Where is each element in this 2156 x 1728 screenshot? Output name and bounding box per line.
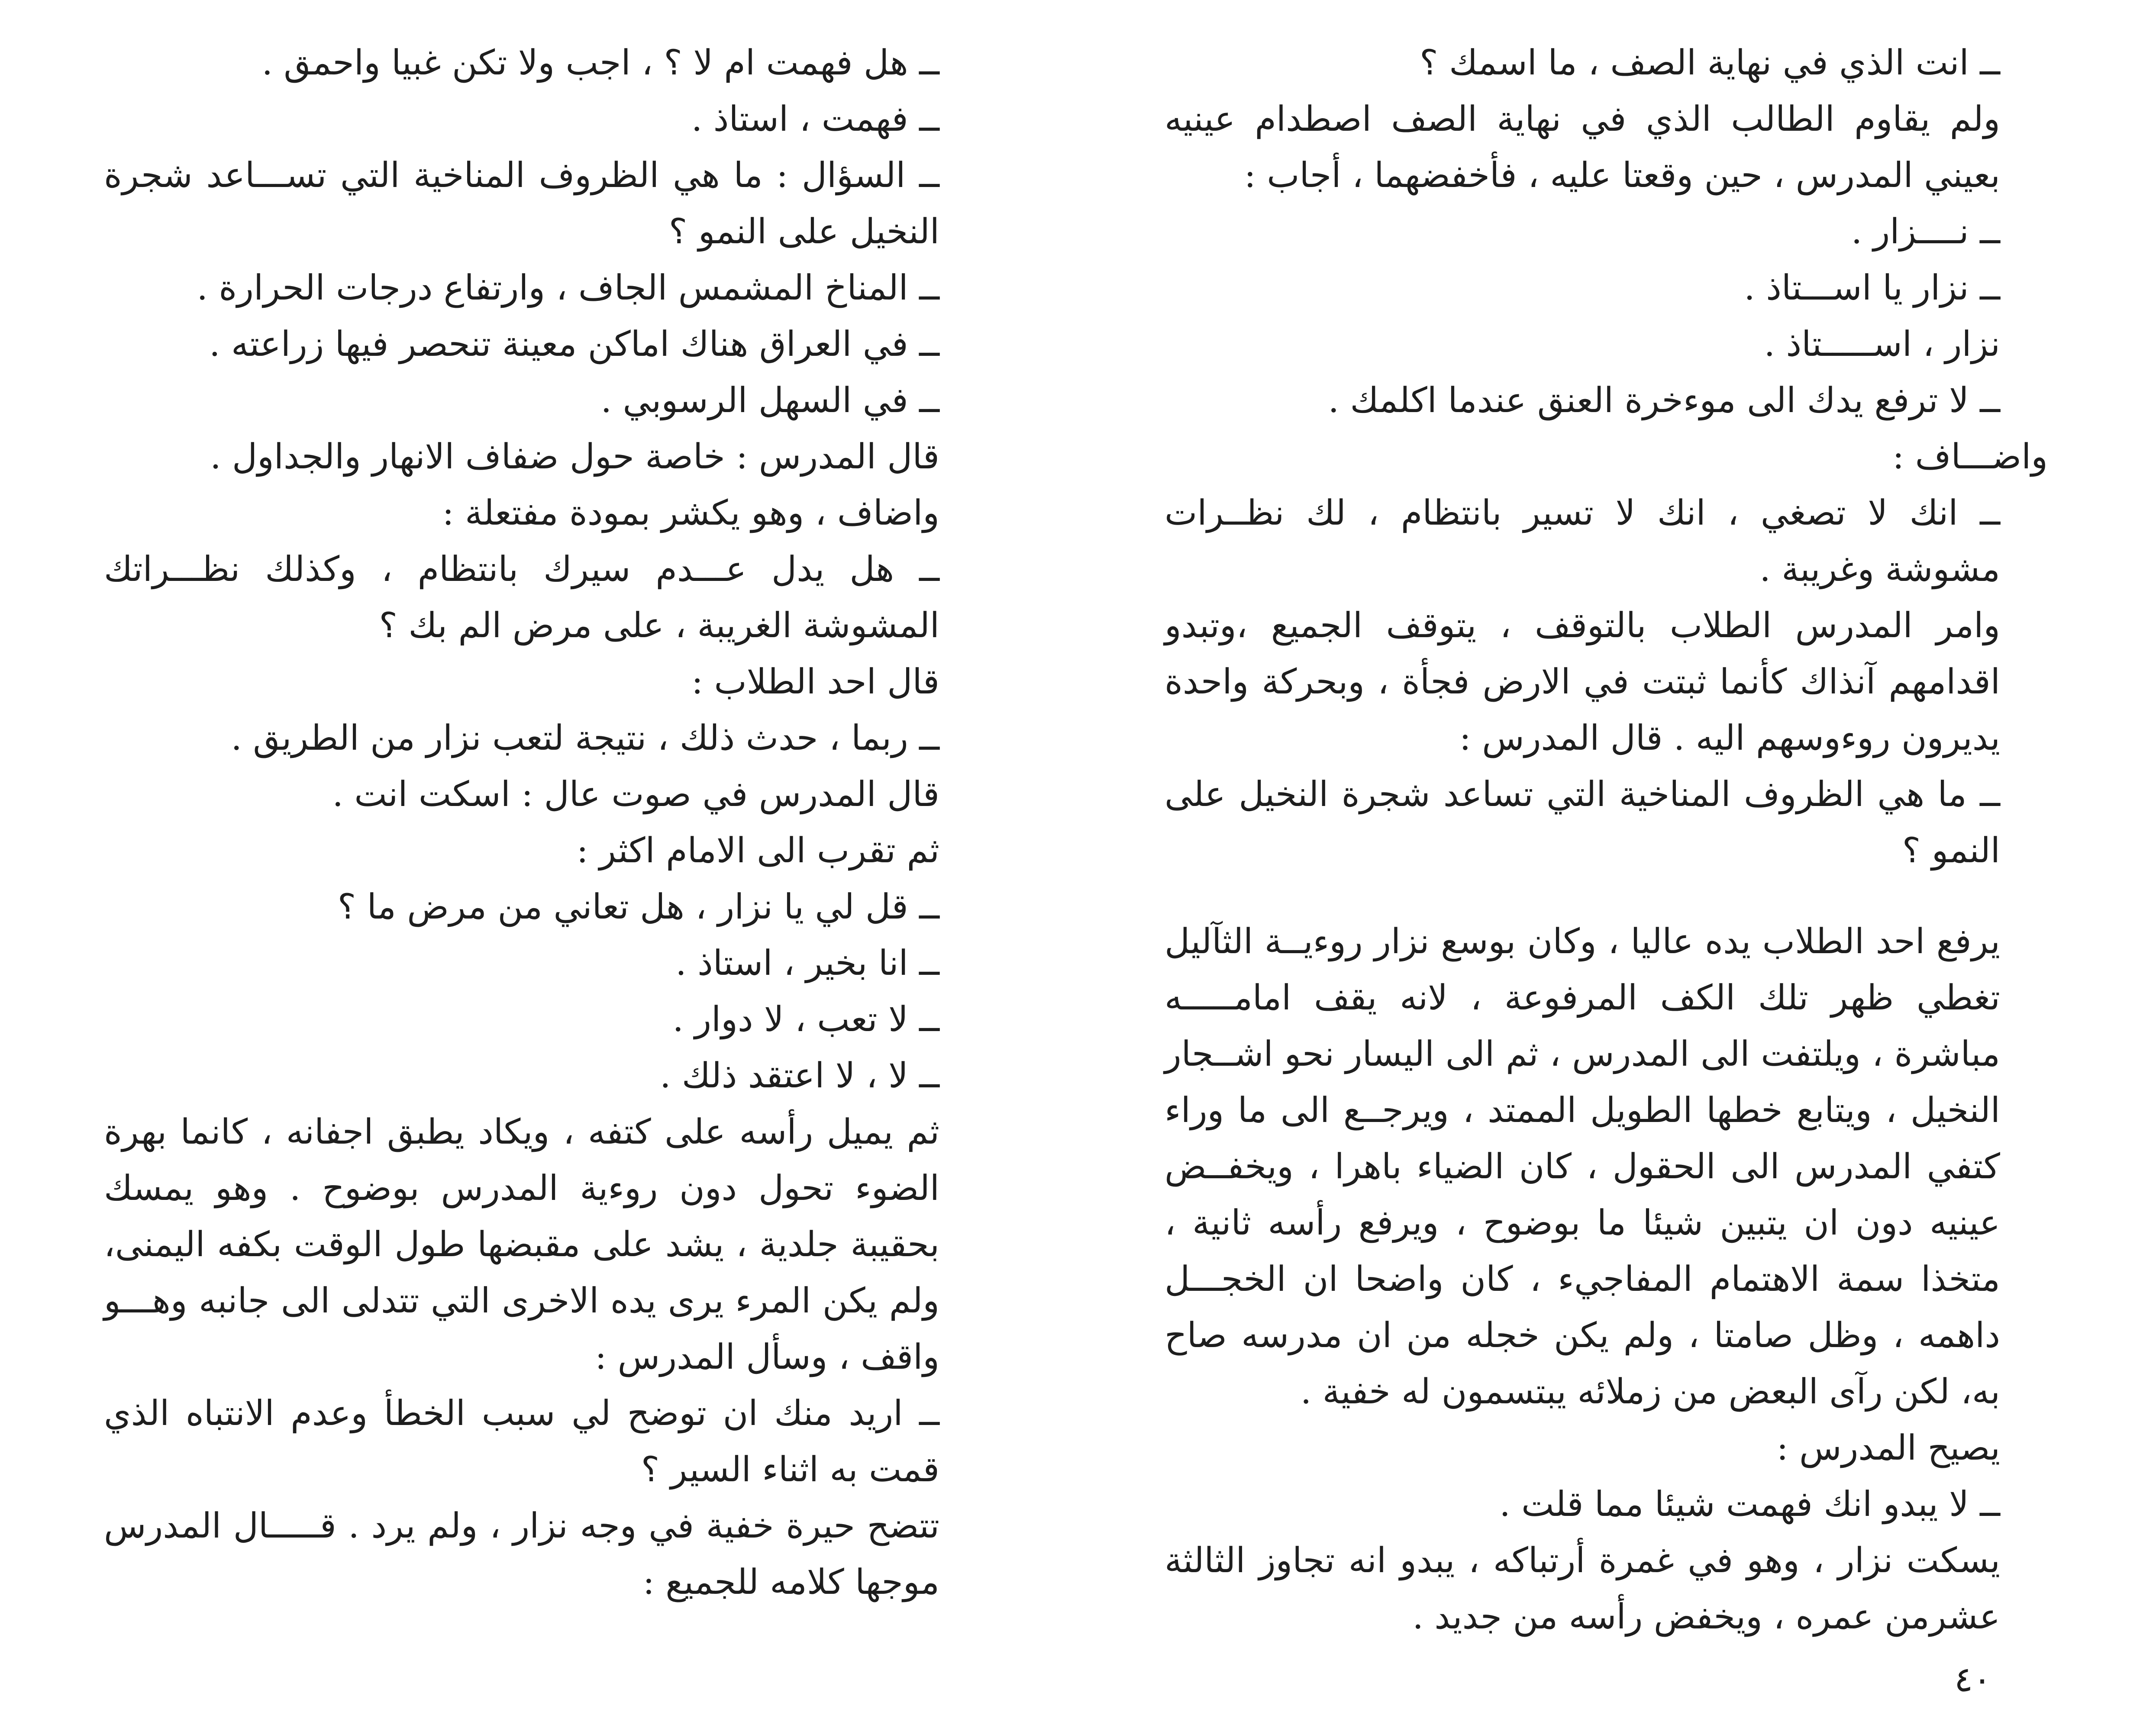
paragraph: ــ المناخ المشمس الجاف ، وارتفاع درجات الحرارة . <box>197 268 939 308</box>
paragraph: ــ انا بخير ، استاذ . <box>675 943 939 983</box>
paragraph: ثم يميل رأسه على كتفه ، ويكاد يطبق اجفانه ، كانما بهرة الضوء تحول دون روءية المدرس بوضوح . وهو يمسك بحقيبة جلدية ، يشد على مقبضها طول الوقت بكفه اليمنى، ولم يكن المرء يرى يده الاخرى التي تتدلى الى جانبه وهـــو واقف ، وسأل المدرس : <box>104 1112 940 1377</box>
paragraph: يرفع احد الطلاب يده عاليا ، وكان بوسع نزار روءيــة الثآليل تغطي ظهر تلك الكف المرفوعة ، لانه يقف امامـــــه مباشرة ، ويلتفت الى المدرس ، ثم الى اليسار نحو اشــجار النخيل ، ويتابع خطها الطويل الممتد ، ويرجــع الى ما وراء كتفي المدرس الى الحقول ، كان الضياء باهرا ، ويخفــض عينيه دون ان يتبين شيئا ما بوضوح ، ويرفع رأسه ثانية ، متخذا سمة الاهتمام المفاجيء ، كان واضحا ان الخجـــل داهمه ، وظل صامتا ، ولم يكن خجله من ان مدرسه صاح به، لكن رآى البعض من زملائه يبتسمون له خفية . <box>1165 921 2000 1412</box>
paragraph: ــ لا تعب ، لا دوار . <box>672 999 939 1039</box>
paragraph: ــ في السهل الرسوبي . <box>600 380 939 420</box>
paragraph: ثم تقرب الى الامام اكثر : <box>576 830 939 870</box>
paragraph: ــ هل يدل عـــدم سيرك بانتظام ، وكذلك نظـــراتك المشوشة الغريبة ، على مرض الم بك ؟ <box>104 549 939 645</box>
paragraph: قال احد الطلاب : <box>691 661 939 702</box>
paragraph: يصيح المدرس : <box>1776 1428 2000 1468</box>
paragraph: ــ ما هي الظروف المناخية التي تساعد شجرة النخيل على النمو ؟ <box>1165 774 2000 870</box>
paragraph: تتضح حيرة خفية في وجه نزار ، ولم يرد . قـــــال المدرس موجها كلامه للجميع : <box>104 1506 939 1602</box>
paragraph: ــ قل لي يا نزار ، هل تعاني من مرض ما ؟ <box>337 887 939 927</box>
right-page <box>1078 0 2156 1728</box>
paragraph: ــ نــــزار . <box>1851 211 2000 251</box>
paragraph: ــ ربما ، حدث ذلك ، نتيجة لتعب نزار من الطريق . <box>231 718 939 758</box>
paragraph: ــ انت الذي في نهاية الصف ، ما اسمك ؟ <box>1420 42 2000 83</box>
paragraph: واضـــاف : <box>1892 436 2048 477</box>
paragraph: ــ نزار يا اســـتاذ . <box>1744 268 2000 308</box>
left-page-text <box>104 35 987 1610</box>
paragraph: ــ اريد منك ان توضح لي سبب الخطأ وعدم الانتباه الذي قمت به اثناء السير ؟ <box>104 1393 939 1489</box>
page-number: ٤٠ <box>1954 1659 1991 1699</box>
paragraph: ــ في العراق هناك اماكن معينة تنحصر فيها زراعته . <box>209 324 939 364</box>
paragraph: يسكت نزار ، وهو في غمرة أرتباكه ، يبدو انه تجاوز الثالثة عشرمن عمره ، ويخفض رأسه من جديد . <box>1165 1540 2000 1637</box>
paragraph: ــ لا يبدو انك فهمت شيئا مما قلت . <box>1499 1484 2000 1524</box>
paragraph: ــ لا ترفع يدك الى موءخرة العنق عندما اكلمك . <box>1328 380 2000 420</box>
paragraph: ــ انك لا تصغي ، انك لا تسير بانتظام ، لك نظــرات مشوشة وغريبة . <box>1165 493 2001 589</box>
paragraph: نزار ، اســـــتاذ . <box>1764 324 2000 364</box>
paragraph: ولم يقاوم الطالب الذي في نهاية الصف اصطدام عينيه بعيني المدرس ، حين وقعتا عليه ، فأخفضهما ، أجاب : <box>1165 99 2000 195</box>
paragraph: قال المدرس في صوت عال : اسكت انت . <box>332 774 939 814</box>
paragraph: وامر المدرس الطلاب بالتوقف ، يتوقف الجميع ،وتبدو اقدامهم آنذاك كأنما ثبتت في الارض فجأة ، وبحركة واحدة يديرون روءوسهم اليه . قال المدرس : <box>1165 605 2000 758</box>
paragraph: ــ فهمت ، استاذ . <box>691 99 939 139</box>
paragraph: قال المدرس : خاصة حول ضفاف الانهار والجداول . <box>210 436 939 477</box>
right-page-text <box>1165 35 2048 1645</box>
paragraph: ــ لا ، لا اعتقد ذلك . <box>660 1055 939 1096</box>
paragraph: ــ هل فهمت ام لا ؟ ، اجب ولا تكن غبيا واحمق . <box>261 42 939 83</box>
paragraph: ــ السؤال : ما هي الظروف المناخية التي تســـاعد شجرة النخيل على النمو ؟ <box>104 155 939 251</box>
paragraph: واضاف ، وهو يكشر بمودة مفتعلة : <box>442 493 939 533</box>
